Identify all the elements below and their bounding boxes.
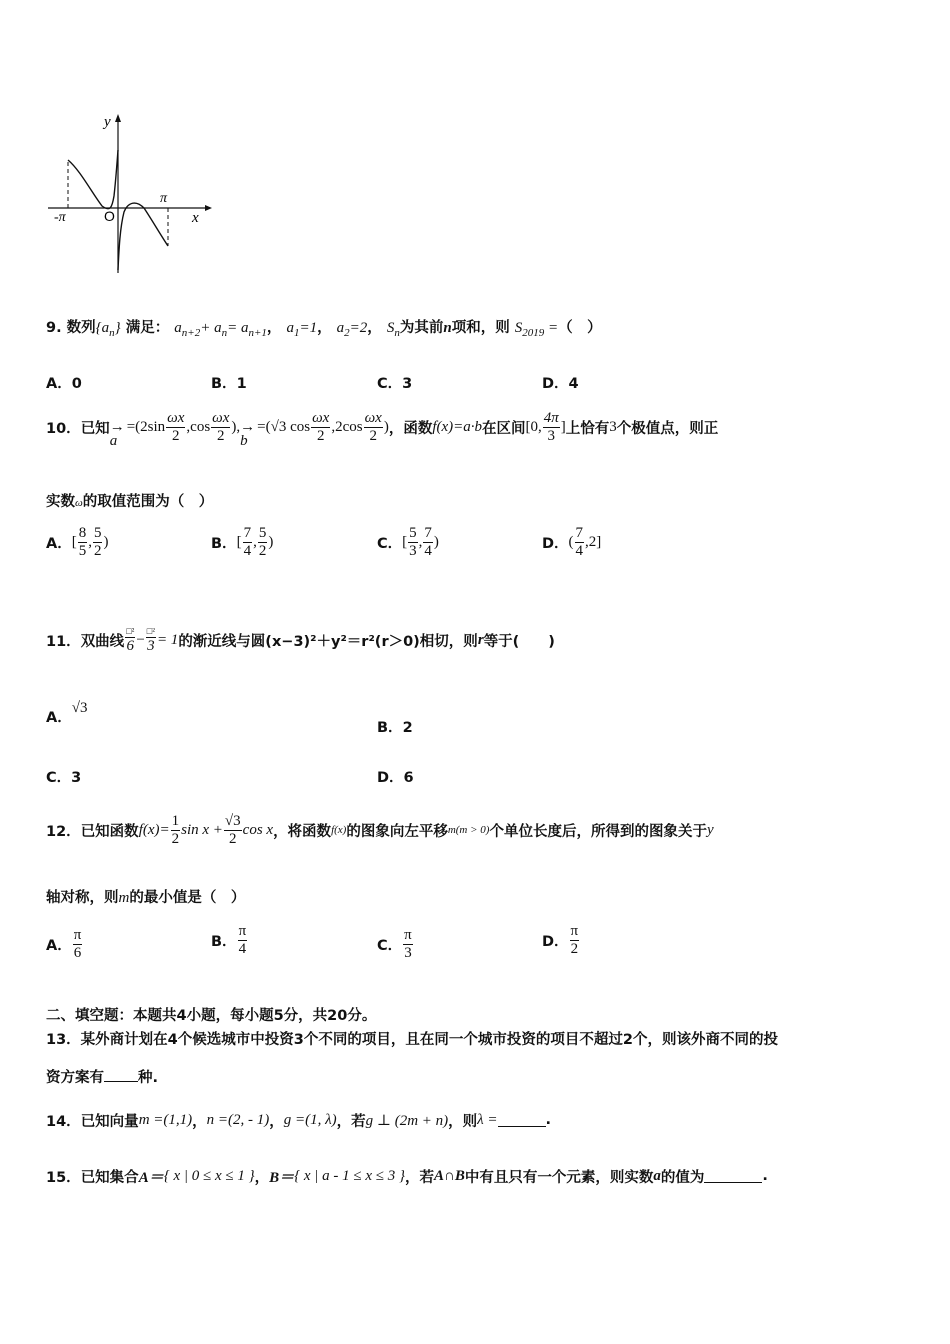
- q11-option-a[interactable]: A．√3: [46, 700, 88, 726]
- pi-label: π: [160, 191, 168, 206]
- q10-number: 10．: [46, 420, 81, 437]
- q14-vector-g: g =(1, λ): [283, 1111, 337, 1128]
- q9-option-d[interactable]: D．4: [542, 376, 579, 392]
- q10-interval: [0, $\frac{4\pi}{3}$ ]: [525, 409, 566, 444]
- q14-vector-n: n =(2, - 1): [206, 1111, 270, 1128]
- question-9: 9. 数列$\{a_n\}$ 满足： $a_{n+2}+ a_n= a_{n+1}$， $a_1=1$， $a_2=2$， $S_n$为其前n项和，则 $S_{2019}$ =（ ）: [46, 320, 602, 339]
- q10-option-c[interactable]: C． [ $\frac{5}{3}$ , $\frac{7}{4}$ ): [377, 525, 439, 559]
- q9-sn: $S_n$: [386, 320, 400, 339]
- x-axis-label: x: [192, 210, 199, 226]
- q14-answer-blank[interactable]: [498, 1114, 546, 1127]
- q15-set-b: { x | a - 1 ≤ x ≤ 3 }: [294, 1167, 406, 1184]
- question-12: 12． 已知函数 f(x)= $\frac{1}{2}$ sin x + $\frac{√3}{2}$ cos x ，将函数 f(x) 的图象向左平移 m(m > 0) 个单位长度后，所得到的图象关于 y: [46, 812, 714, 847]
- question-14: 14． 已知向量 m =(1,1) ， n =(2, - 1) ， g =(1, λ) ，若 g ⊥ (2m + n) ，则 λ = .: [46, 1111, 552, 1130]
- q10-vector-a: → a =(2sin $\frac{\omega x}{2}$ ,cos $\frac{\omega x}{2}$ ), → b =(√3 cos $\frac{\omega x}{2}$ ,2cos $\frac{\omega x}{2}$ ): [109, 409, 389, 449]
- q12-number: 12．: [46, 823, 81, 840]
- question-13-line2: 资方案有 种.: [46, 1070, 159, 1086]
- q11-option-d[interactable]: D．6: [377, 770, 414, 786]
- q15-set-a: { x | 0 ≤ x ≤ 1 }: [163, 1167, 255, 1184]
- q15-answer-blank[interactable]: [704, 1170, 762, 1183]
- question-13: 13．某外商计划在4个候选城市中投资3个不同的项目，且在同一个城市投资的项目不超过2个，则该外商不同的投: [46, 1032, 778, 1048]
- q12-option-b[interactable]: B． $\frac{\pi}{4}$: [211, 923, 247, 957]
- q11-number: 11．: [46, 633, 81, 650]
- q9-option-b[interactable]: B．1: [211, 376, 247, 392]
- q14-number: 14．: [46, 1113, 81, 1130]
- q10-option-b[interactable]: B． [ $\frac{7}{4}$ , $\frac{5}{2}$ ): [211, 525, 274, 559]
- q10-option-a[interactable]: A． [ $\frac{8}{5}$ , $\frac{5}{2}$ ): [46, 525, 109, 559]
- q9-s2019: $S_{2019}$ =: [514, 320, 559, 339]
- q11-hyperbola-term2: $\frac{\text{□²}}{3}$: [146, 625, 155, 654]
- q9-a1: $a_1=1$: [286, 320, 318, 339]
- q11-hyperbola-term1: $\frac{\text{□²}}{6}$: [126, 625, 135, 654]
- function-graph: [40, 108, 220, 278]
- q9-recurrence: $a_{n+2}+ a_n= a_{n+1}$: [174, 320, 267, 339]
- q15-number: 15．: [46, 1169, 81, 1186]
- q9-number: 9.: [46, 320, 62, 336]
- q14-perp: g ⊥ (2m + n): [365, 1112, 449, 1129]
- q13-answer-blank[interactable]: [104, 1069, 138, 1082]
- q12-option-a[interactable]: A． $\frac{\pi}{6}$: [46, 927, 82, 961]
- q12-option-d[interactable]: D． $\frac{\pi}{2}$: [542, 923, 579, 957]
- q10-option-d[interactable]: D． ( $\frac{7}{4}$ ,2]: [542, 525, 602, 559]
- question-10-line2: 实数ω的取值范围为（ ）: [46, 494, 214, 510]
- question-12-line2: 轴对称，则m的最小值是（ ）: [46, 890, 246, 906]
- q9-a2: $a_2=2$: [336, 320, 368, 339]
- question-11: 11． 双曲线 $\frac{\text{□²}}{6}$ − $\frac{\text{□²}}{3}$ = 1 的渐近线与圆(x−3)²＋y²＝r²(r＞0)相切，则 r 等于( ): [46, 625, 555, 654]
- q9-seq: $\{a_n\}$: [95, 320, 121, 339]
- q12-function: f(x)= $\frac{1}{2}$ sin x + $\frac{√3}{2}$ cos x: [138, 812, 274, 847]
- question-10: 10． 已知 → a =(2sin $\frac{\omega x}{2}$ ,cos $\frac{\omega x}{2}$ ), → b =(√3 cos $\frac{\omega x}{2}$ ,2cos $\frac{\omega x}{2}$ ) ，函数 f(x)=a·b 在区间 [0, $\frac{4\pi}{3}$ ] 上恰有 3 个极值点，则正: [46, 409, 719, 449]
- q11-option-b[interactable]: B．2: [377, 720, 413, 736]
- section-heading: 二、填空题：本题共4小题，每小题5分，共20分。: [46, 1008, 377, 1024]
- q9-option-c[interactable]: C．3: [377, 376, 413, 392]
- q14-vector-m: m =(1,1): [138, 1111, 193, 1128]
- q11-option-c[interactable]: C．3: [46, 770, 82, 786]
- q9-option-a[interactable]: A．0: [46, 376, 82, 392]
- question-15: 15． 已知集合 A＝ { x | 0 ≤ x ≤ 1 } ， B＝ { x | a - 1 ≤ x ≤ 3 } ，若 A∩B 中有且只有一个元素，则实数 a 的值为 .: [46, 1167, 768, 1186]
- q12-option-c[interactable]: C． $\frac{\pi}{3}$: [377, 927, 412, 961]
- origin-label: O: [104, 208, 115, 224]
- q10-function: f(x)=a·b: [432, 418, 483, 435]
- neg-pi-label: -π: [54, 210, 66, 225]
- y-axis-label: y: [104, 114, 111, 130]
